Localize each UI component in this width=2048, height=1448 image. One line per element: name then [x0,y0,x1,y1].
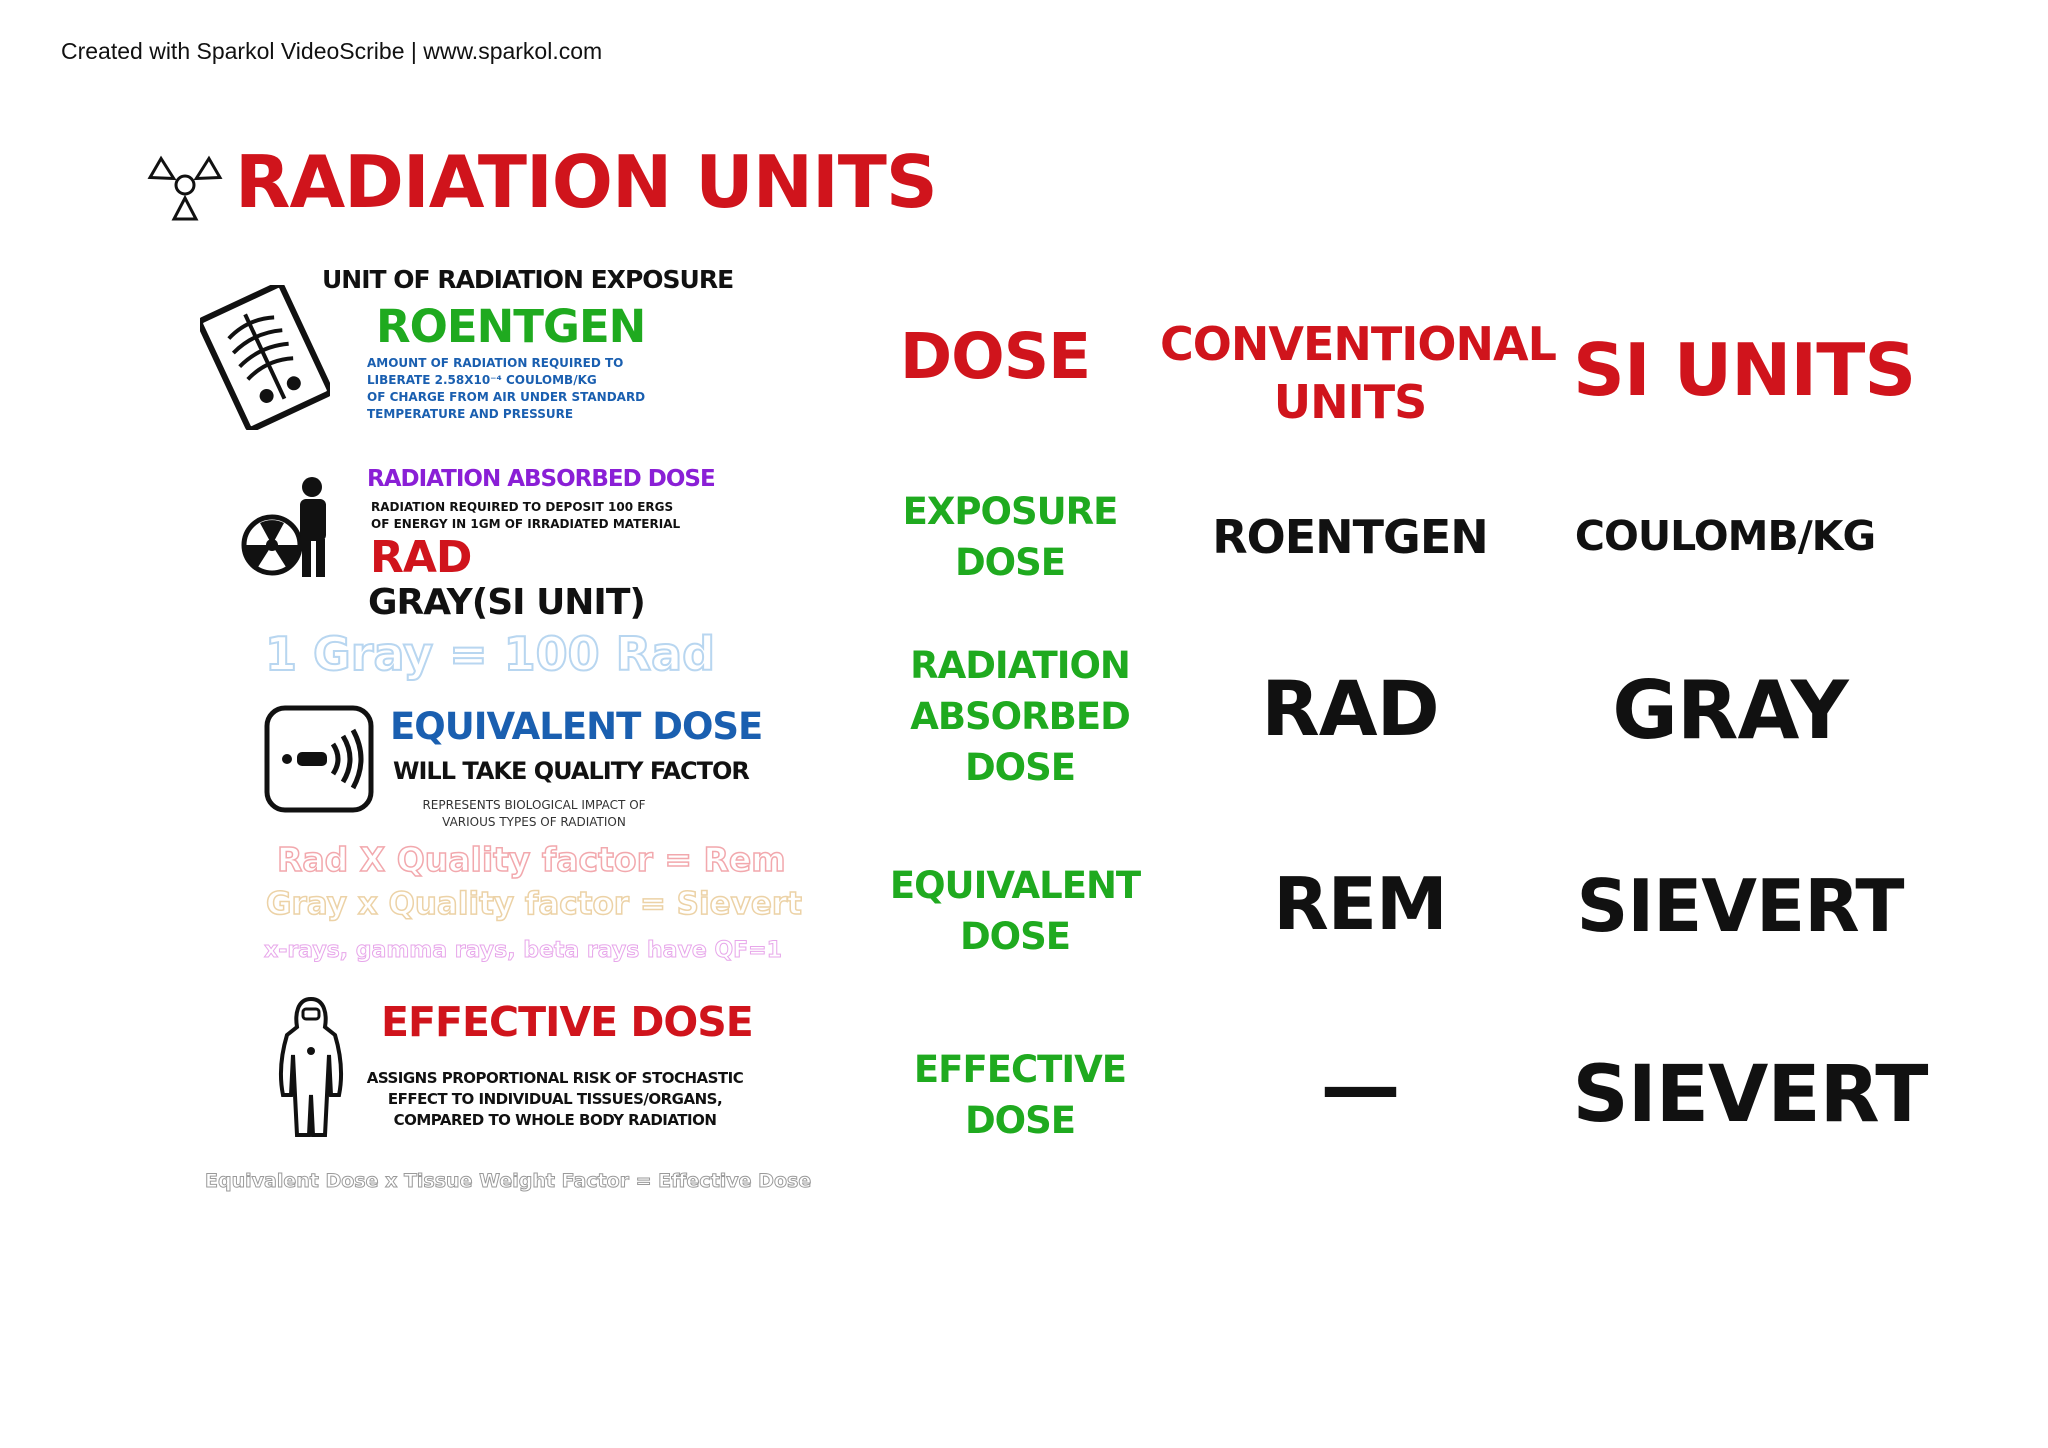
radiation-worker-icon [240,475,340,580]
header-si-units: SI UNITS [1573,328,1916,412]
gray-rad-conversion: 1 Gray = 100 Rad [265,627,716,681]
row-dose-radiation-absorbed: RADIATION ABSORBED DOSE [910,644,1130,789]
equivalent-dose-description: REPRESENTS BIOLOGICAL IMPACT OF VARIOUS TYPES OF RADIATION [422,798,646,829]
radiation-exposure-icon [263,704,375,814]
hazmat-suit-icon [275,995,347,1141]
row-dose-effective: EFFECTIVE DOSE [913,1048,1127,1142]
xray-icon [200,285,330,430]
rem-formula: Rad X Quality factor = Rem [277,840,786,879]
quality-factor-note: x-rays, gamma rays, beta rays have QF=1 [264,938,782,963]
row-si-gray: GRAY [1612,664,1848,757]
radiation-icon [144,145,226,225]
row-conventional-roentgen: ROENTGEN [1212,510,1488,564]
row-dose-equivalent: EQUIVALENT DOSE [889,864,1141,958]
rad-name: RAD [370,532,472,583]
roentgen-name: ROENTGEN [376,300,646,353]
rad-description: RADIATION REQUIRED TO DEPOSIT 100 ERGS OF ENERGY IN 1GM OF IRRADIATED MATERIAL [371,500,681,531]
credit-line: Created with Sparkol VideoScribe | www.sparkol.com [61,38,603,64]
row-conventional-rem: REM [1273,862,1447,946]
row-si-sievert-effective: SIEVERT [1572,1050,1928,1140]
rad-si-unit: GRAY(SI UNIT) [368,582,645,623]
equivalent-dose-subheading: WILL TAKE QUALITY FACTOR [393,757,749,785]
roentgen-description: AMOUNT OF RADIATION REQUIRED TO LIBERATE 2.58X10⁻⁴ COULOMB/KG OF CHARGE FROM AIR UNDER STANDARD TEMPERATURE AND PRESSURE [367,356,646,421]
header-conventional-units: CONVENTIONAL UNITS [1160,317,1556,429]
roentgen-heading: UNIT OF RADIATION EXPOSURE [322,265,734,294]
row-si-coulomb: COULOMB/KG [1574,512,1876,560]
sievert-formula: Gray x Quality factor = Sievert [266,886,802,922]
effective-dose-formula: Equivalent Dose x Tissue Weight Factor = Effective Dose [205,1170,812,1192]
equivalent-dose-heading: EQUIVALENT DOSE [390,705,763,748]
page-title: RADIATION UNITS [235,140,937,224]
rad-heading: RADIATION ABSORBED DOSE [367,466,715,492]
effective-dose-description: ASSIGNS PROPORTIONAL RISK OF STOCHASTIC EFFECT TO INDIVIDUAL TISSUES/ORGANS, COMPARED TO WHOLE BODY RADIATION [366,1069,744,1129]
effective-dose-heading: EFFECTIVE DOSE [381,998,753,1046]
row-si-sievert-equivalent: SIEVERT [1576,864,1904,948]
row-dose-exposure: EXPOSURE DOSE [902,490,1118,584]
row-conventional-none: — [1320,1040,1400,1133]
header-dose: DOSE [899,320,1091,393]
row-conventional-rad: RAD [1261,664,1439,753]
